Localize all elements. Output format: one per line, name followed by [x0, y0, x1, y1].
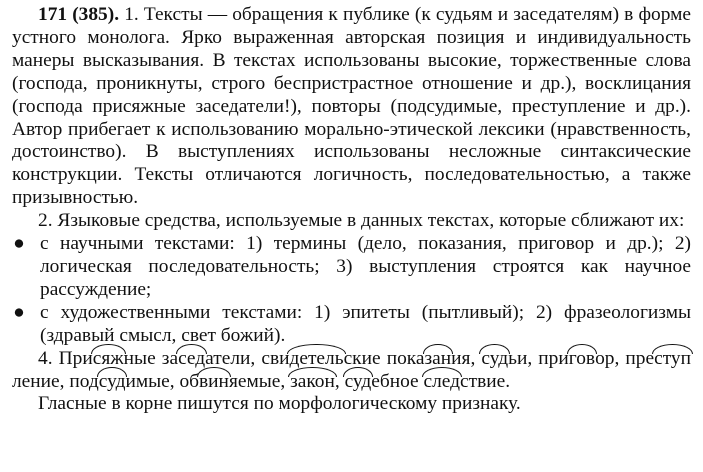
word-prefix: сви [261, 347, 290, 369]
word-suffix: ные [123, 347, 156, 369]
paragraph-4-lead: 4. [38, 347, 53, 369]
word-separator: . [505, 370, 511, 392]
root-marked-word [424, 371, 506, 392]
word-suffix: ор [595, 347, 615, 369]
root-marked-word [481, 348, 527, 369]
paragraph-1 [12, 4, 691, 210]
word-prefix: при [538, 347, 569, 369]
word-separator: , [59, 370, 70, 392]
word-root: зан [425, 348, 452, 371]
word-prefix: под [69, 370, 99, 392]
bullet-text: с научными текстами: 1) термины (дело, показания, приговор и др.); 2) логическая последовательность; 3) выступления строятся как научное рассуждение; [40, 233, 691, 300]
root-marked-word [59, 348, 156, 369]
word-separator: , [280, 370, 291, 392]
word-root: суд [99, 371, 126, 394]
word-suffix: ебное [371, 370, 419, 392]
word-root: сед [178, 348, 205, 371]
word-suffix: ия [451, 347, 471, 369]
word-suffix: ьи [508, 347, 528, 369]
root-marked-word [290, 371, 335, 392]
bullet-item-artistic [12, 302, 691, 348]
paragraph-2-text: 2. Языковые средства, используемые в данных текстах, которые сближают их: [38, 210, 685, 232]
root-marked-word [387, 348, 471, 369]
word-prefix: При [58, 347, 93, 369]
word-suffix: имые [125, 370, 170, 392]
word-root: суд [481, 348, 508, 371]
root-marked-word [162, 348, 251, 369]
root-marked-word [261, 348, 380, 369]
closing-text: Гласные в корне пишутся по морфологическому признаку. [38, 393, 521, 415]
root-marked-word [179, 371, 280, 392]
bullet-item-scientific [12, 233, 691, 302]
word-root: сяж [93, 348, 124, 371]
paragraph-2 [12, 210, 691, 233]
word-suffix: ские [343, 347, 381, 369]
root-marked-word [538, 348, 614, 369]
bullet-icon: ● [13, 301, 25, 323]
word-suffix: ствие [460, 370, 506, 392]
closing-paragraph [12, 393, 691, 416]
word-root: суд [345, 371, 372, 394]
word-root: ступ [654, 348, 691, 371]
word-prefix: за [161, 347, 179, 369]
bullet-icon: ● [13, 233, 25, 255]
word-suffix: ление [12, 370, 60, 392]
word-root: след [424, 371, 461, 394]
word-separator: , [614, 347, 626, 369]
word-separator: , [334, 370, 345, 392]
word-suffix: атели [205, 347, 251, 369]
word-separator: , [250, 347, 262, 369]
word-root: закон [290, 371, 335, 394]
word-root: гов [569, 348, 595, 371]
bullet-text: с художественными текстами: 1) эпитеты (пытливый); 2) фразеологизмы (здравый смысл, свет божий). [40, 301, 691, 346]
word-root: вин [199, 371, 229, 394]
word-separator: , [470, 347, 482, 369]
word-separator: , [169, 370, 180, 392]
word-root: детель [289, 348, 343, 371]
root-marked-word [69, 371, 169, 392]
word-suffix: яемые [228, 370, 281, 392]
root-marked-word-list [12, 348, 691, 392]
word-prefix: об [179, 370, 200, 392]
paragraph-1-text: 1. Тексты — обращения к публике (к судьям и заседателям) в форме устного монолога. Ярко выраженная авторская позиция и индивидуальность манеры высказывания. В текстах использованы высокие, торжественные слова (господа, проникнуты, строго беспристрастное отношение и др.), восклицания (господа присяжные заседатели!), повторы (подсудимые, преступление и др.). Автор прибегает к использованию морально-этической лексики (нравственность, достоинство). В выступлениях использованы несложные синтаксические конструкции. Тексты отличаются логичность, последовательностью, а также призывностью. [12, 4, 691, 209]
exercise-number: 171 (385). [38, 4, 120, 25]
root-marked-word [345, 371, 419, 392]
word-separator: , [527, 347, 539, 369]
paragraph-4 [12, 348, 691, 394]
word-prefix: пре [625, 347, 655, 369]
word-prefix: пока [386, 347, 425, 369]
